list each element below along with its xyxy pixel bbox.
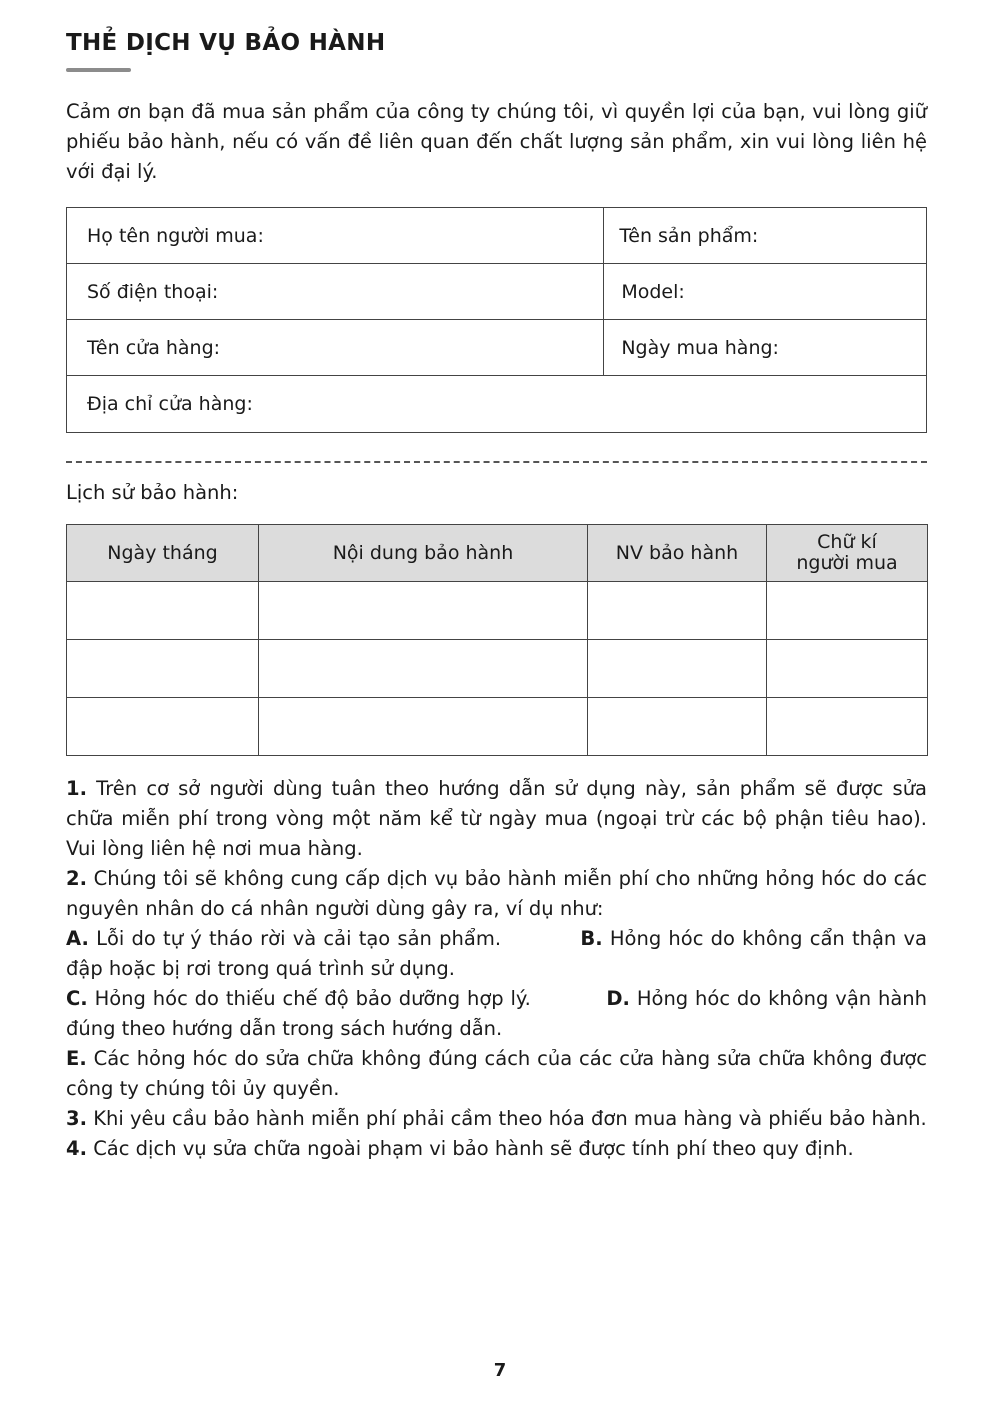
table-cell [767,640,928,698]
purchase-date-field: Ngày mua hàng: [604,320,927,376]
table-row [67,264,927,320]
model-field: Model: [604,264,927,320]
column-header: NV bảo hành [588,525,767,582]
store-name-field: Tên cửa hàng: [67,320,604,376]
term-2-a-b [66,924,927,984]
term-text: Trên cơ sở người dùng tuân theo hướng dẫn sử dụng này, sản phẩm sẽ được sửa chữa miễn phí trong vòng một năm kể từ ngày mua (ngoại trừ các bộ phận tiêu hao). Vui lòng liên hệ nơi mua hàng. [66,777,927,860]
column-header: Ngày tháng [67,525,259,582]
table-cell [767,582,928,640]
term-1 [66,774,927,864]
term-number: 2. [66,867,87,890]
page-title: THẺ DỊCH VỤ BẢO HÀNH [66,30,386,56]
item-text: Hỏng hóc do không vận hành đúng theo hướng dẫn trong sách hướng dẫn. [66,987,928,1040]
term-number: 4. [66,1137,87,1160]
table-cell [259,582,588,640]
term-number: 1. [66,777,87,800]
term-number: 3. [66,1107,87,1130]
title-underline [66,68,131,72]
term-3 [66,1104,927,1134]
item-key: C. [66,987,88,1010]
page-number: 7 [493,1360,507,1381]
table-header-row [67,525,928,582]
item-key: A. [66,927,89,950]
term-4 [66,1134,927,1164]
item-key: E. [66,1047,87,1070]
table-row [67,640,928,698]
table-row [67,208,927,264]
customer-info-table [66,207,927,433]
column-header-line: người mua [796,552,898,574]
term-2-c-d [66,984,927,1044]
store-address-field: Địa chỉ cửa hàng: [67,376,927,433]
table-row [67,320,927,376]
table-cell [67,640,259,698]
column-header-line: Chữ kí [817,531,877,553]
table-cell [588,582,767,640]
table-row [67,376,927,433]
item-text: Lỗi do tự ý tháo rời và cải tạo sản phẩm. [96,927,502,950]
table-cell [67,698,259,756]
item-text: Hỏng hóc do không cẩn thận va đập hoặc bị rơi trong quá trình sử dụng. [66,927,927,980]
table-cell [259,640,588,698]
table-row [67,698,928,756]
term-2 [66,864,927,924]
warranty-terms [66,774,927,1164]
term-2-e [66,1044,927,1104]
item-key: D. [606,987,630,1010]
term-text: Các dịch vụ sửa chữa ngoài phạm vi bảo hành sẽ được tính phí theo quy định. [93,1137,854,1160]
intro-paragraph: Cảm ơn bạn đã mua sản phẩm của công ty chúng tôi, vì quyền lợi của bạn, vui lòng giữ phiếu bảo hành, nếu có vấn đề liên quan đến chất lượng sản phẩm, xin vui lòng liên hệ với đại lý. [66,100,927,183]
buyer-name-field: Họ tên người mua: [67,208,604,264]
item-text: Hỏng hóc do thiếu chế độ bảo dưỡng hợp lý. [94,987,531,1010]
column-header: Nội dung bảo hành [259,525,588,582]
term-text: Khi yêu cầu bảo hành miễn phí phải cầm theo hóa đơn mua hàng và phiếu bảo hành. [93,1107,927,1130]
warranty-history-table [66,524,928,756]
product-name-field: Tên sản phẩm: [604,208,927,264]
phone-field: Số điện thoại: [67,264,604,320]
table-cell [259,698,588,756]
table-cell [588,698,767,756]
term-text: Chúng tôi sẽ không cung cấp dịch vụ bảo hành miễn phí cho những hỏng hóc do các nguyên nhân do cá nhân người dùng gây ra, ví dụ như: [66,867,927,920]
table-row [67,582,928,640]
column-header [767,525,928,582]
history-label: Lịch sử bảo hành: [66,481,239,504]
table-cell [767,698,928,756]
cut-line [66,461,927,463]
item-key: B. [580,927,603,950]
item-text: Các hỏng hóc do sửa chữa không đúng cách của các cửa hàng sửa chữa không được công ty chúng tôi ủy quyền. [66,1047,928,1100]
table-cell [588,640,767,698]
table-cell [67,582,259,640]
